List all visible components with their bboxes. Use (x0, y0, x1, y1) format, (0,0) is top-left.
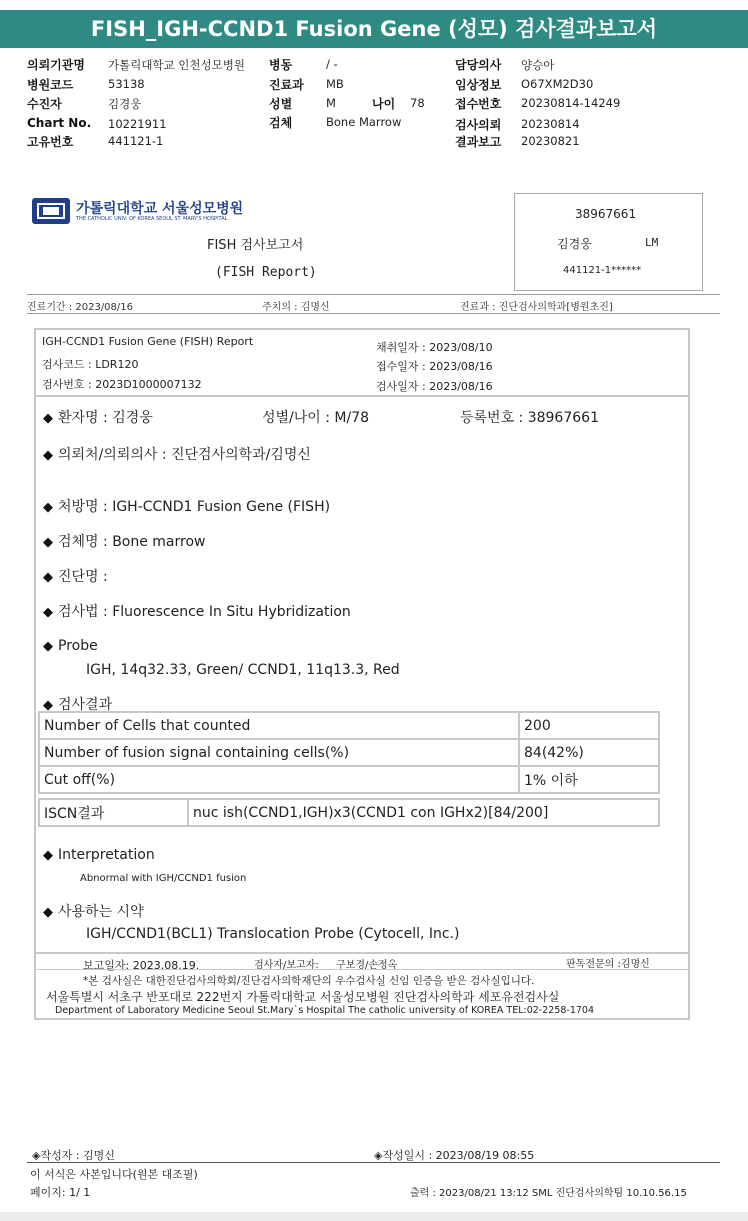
tester-names: 구보경/손정옥 (336, 960, 398, 971)
diamond-bullet-icon: ◆ (43, 535, 53, 550)
header-value: 10221911 (108, 117, 167, 131)
copy-note: 이 서식은 사본입니다(원본 대조필) (30, 1168, 198, 1181)
page-number: 페이지: 1/ 1 (30, 1186, 91, 1199)
diamond-bullet-icon: ◆ (43, 698, 53, 713)
interpretation-value: Abnormal with IGH/CCND1 fusion (80, 873, 247, 884)
iscn-label: ISCN결과 (39, 799, 188, 826)
header-label: 접수번호 (455, 97, 502, 111)
hospital-logo-icon (32, 198, 70, 224)
header-label: 병원코드 (27, 78, 74, 92)
iscn-value: nuc ish(CCND1,IGH)x3(CCND1 con IGHx2)[84/200] (188, 799, 659, 826)
result-label: Number of fusion signal containing cells(%) (39, 739, 519, 766)
diamond-bullet-icon: ◆ (43, 448, 53, 463)
interpretation-heading: ◆ Interpretation (43, 847, 155, 863)
header-label: 진료과 (269, 78, 304, 92)
test-number: 검사번호 : 2023D1000007132 (42, 378, 202, 391)
header-value: 20230814-14249 (521, 96, 621, 110)
table-row (39, 766, 659, 793)
document-title: FISH 검사보고서 (207, 238, 304, 253)
table-row (39, 739, 659, 766)
header-value: / - (326, 57, 338, 71)
patient-name-line: ◆ 환자명 : 김경웅 (43, 410, 153, 426)
visit-period: 진료기간 : 2023/08/16 (27, 302, 134, 313)
diamond-bullet-icon: ◆ (43, 605, 53, 620)
table-row (39, 799, 659, 826)
header-label: 검체 (269, 116, 293, 130)
registration-number: 38967661 (575, 207, 637, 221)
test-code: 검사코드 : LDR120 (42, 358, 139, 371)
diamond-bullet-icon: ◆ (43, 411, 53, 426)
document-subtitle: (FISH Report) (215, 265, 317, 280)
header-label: 성별 (269, 97, 293, 111)
department: 진료과 : 진단검사의학과[병원초진] (460, 302, 613, 313)
results-table (38, 711, 660, 794)
patient-id-masked: 441121-1****** (563, 265, 642, 276)
receive-date: 접수일자 : 2023/08/16 (376, 360, 493, 373)
sex-age-line: 성별/나이 : M/78 (262, 410, 370, 426)
reg-no-line: 등록번호 : 38967661 (460, 410, 599, 426)
author: ◈작성자 : 김명신 (32, 1149, 115, 1162)
table-row (39, 712, 659, 739)
diagnosis-line: ◆ 진단명 : (43, 569, 108, 585)
result-value: 200 (519, 712, 659, 739)
certification-note: *본 검사실은 대한진단검사의학회/진단검사의학재단의 우수검사실 신임 인증을 받은 검사실입니다. (83, 975, 535, 987)
reagent-heading: ◆ 사용하는 시약 (43, 904, 144, 920)
header-value: 53138 (108, 77, 145, 91)
diamond-bullet-icon: ◆ (43, 639, 53, 654)
hospital-name: 가톨릭대학교 서울성모병원 (76, 201, 244, 217)
hospital-subtitle: THE CATHOLIC UNIV. OF KOREA SEOUL ST. MARY'S HOSPITAL (76, 216, 228, 222)
header-value: 20230821 (521, 134, 580, 148)
referrer-line: ◆ 의뢰처/의뢰의사 : 진단검사의학과/김명신 (43, 447, 311, 463)
header-label: 결과보고 (455, 135, 502, 149)
diamond-bullet-icon: ◆ (43, 905, 53, 920)
lab-address-en: Department of Laboratory Medicine Seoul St.Mary`s Hospital The catholic university of KOREA TEL:02-2258-1704 (55, 1005, 595, 1016)
header-value: 20230814 (521, 117, 580, 131)
header-label: 나이 (372, 97, 396, 111)
lab-address: 서울특별시 서초구 반포대로 222번지 가톨릭대학교 서울성모병원 진단검사의학과 세포유전검사실 (46, 990, 560, 1004)
header-value: 양승아 (521, 58, 555, 72)
tester-label: 검사자/보고자: (254, 960, 319, 971)
report-date: 보고일자: 2023.08.19. (83, 959, 200, 972)
header-label: 임상정보 (455, 78, 502, 92)
result-value: 1% 이하 (519, 766, 659, 793)
header-label: 검사의뢰 (455, 118, 502, 132)
probe-value: IGH, 14q32.33, Green/ CCND1, 11q13.3, Red (86, 662, 400, 678)
output-info: 출력 : 2023/08/21 13:12 SML 진단검사의학팀 10.10.56.15 (410, 1188, 687, 1199)
header-value: O67XM2D30 (521, 77, 594, 91)
header-value: 441121-1 (108, 134, 164, 148)
header-label: 수진자 (27, 97, 62, 111)
iscn-table (38, 798, 660, 827)
exam-date: 검사일자 : 2023/08/16 (376, 380, 493, 393)
header-value: Bone Marrow (326, 115, 402, 129)
sex-code: LM (645, 236, 659, 249)
specialist: 판독전문의 :김명신 (566, 959, 650, 970)
header-value: 78 (410, 96, 425, 110)
header-value: 김경웅 (108, 97, 142, 111)
order-line: ◆ 처방명 : IGH-CCND1 Fusion Gene (FISH) (43, 499, 331, 515)
result-heading: ◆ 검사결과 (43, 697, 113, 713)
attending-doctor: 주치의 : 김명신 (262, 302, 330, 313)
result-label: Number of Cells that counted (39, 712, 519, 739)
report-title: FISH_IGH-CCND1 Fusion Gene (성모) 검사결과보고서 (0, 10, 748, 48)
header-label: 의뢰기관명 (27, 58, 85, 72)
diamond-bullet-icon: ◆ (43, 570, 53, 585)
header-label: Chart No. (27, 116, 92, 130)
probe-heading: ◆ Probe (43, 638, 98, 654)
header-value: 가톨릭대학교 인천성모병원 (108, 58, 245, 72)
header-label: 고유번호 (27, 135, 74, 149)
reagent-value: IGH/CCND1(BCL1) Translocation Probe (Cytocell, Inc.) (86, 926, 460, 942)
patient-name: 김경웅 (557, 237, 592, 251)
collect-date: 채취일자 : 2023/08/10 (376, 341, 493, 354)
header-label: 담당의사 (455, 58, 502, 72)
header-value: MB (326, 77, 344, 91)
result-label: Cut off(%) (39, 766, 519, 793)
result-value: 84(42%) (519, 739, 659, 766)
method-line: ◆ 검사법 : Fluorescence In Situ Hybridization (43, 604, 351, 620)
diamond-bullet-icon: ◆ (43, 500, 53, 515)
header-value: M (326, 96, 336, 110)
specimen-line: ◆ 검체명 : Bone marrow (43, 534, 206, 550)
diamond-bullet-icon: ◆ (43, 848, 53, 863)
test-name: IGH-CCND1 Fusion Gene (FISH) Report (42, 335, 254, 348)
header-label: 병동 (269, 58, 293, 72)
written-datetime: ◈작성일시 : 2023/08/19 08:55 (374, 1149, 535, 1162)
